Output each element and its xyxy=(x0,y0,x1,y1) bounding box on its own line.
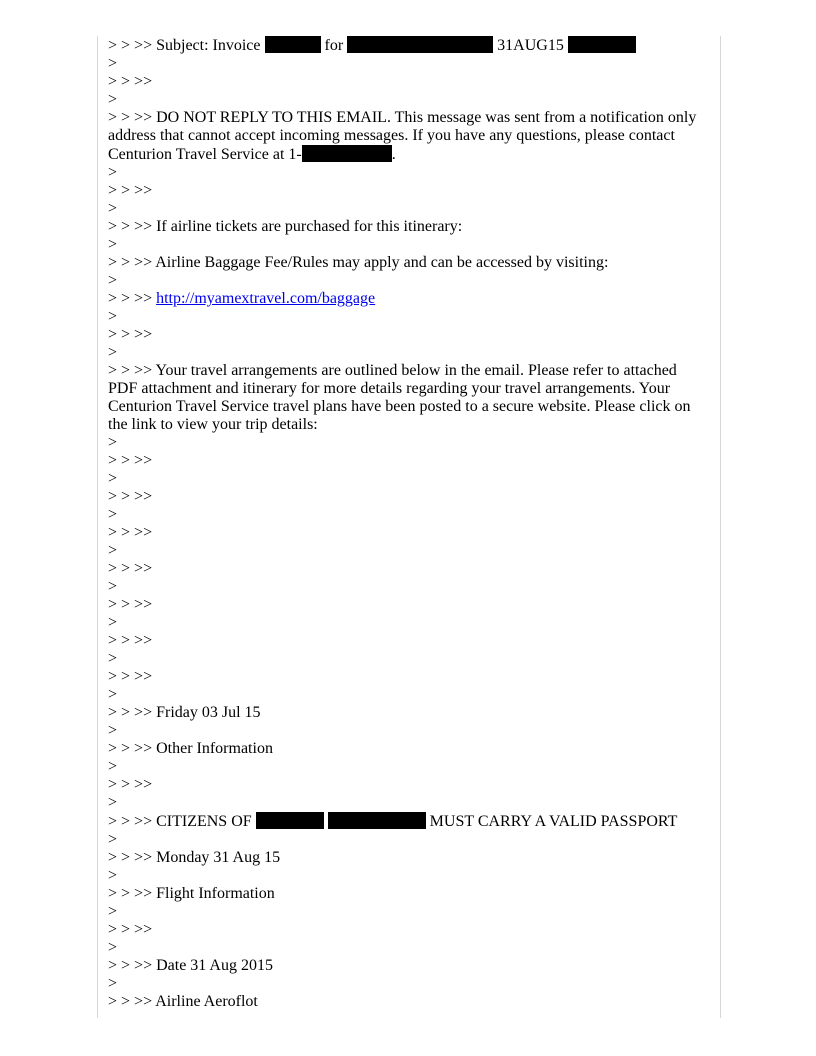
friday-line xyxy=(108,704,708,722)
quote-line: > xyxy=(108,434,118,451)
period: . xyxy=(391,146,396,163)
quote-line: > xyxy=(108,164,118,181)
line-prefix: > > >> xyxy=(108,254,153,271)
quote-line: > xyxy=(108,686,118,703)
monday-text: Monday 31 Aug 15 xyxy=(156,849,281,866)
subject-for: for xyxy=(324,37,344,54)
subject-line xyxy=(108,36,708,55)
quote-prefix-line: > > >> xyxy=(108,182,153,199)
baggage-link-line xyxy=(108,290,708,308)
baggage-fee-text: Airline Baggage Fee/Rules may apply and can be accessed by visiting: xyxy=(155,254,609,271)
line-prefix: > > >> xyxy=(108,218,153,235)
monday-line xyxy=(108,849,708,867)
flight-info-line xyxy=(108,885,708,903)
quote-line: > xyxy=(108,578,118,595)
airline-text: Airline Aeroflot xyxy=(155,993,258,1010)
citizens-line xyxy=(108,812,708,831)
passport-text: MUST CARRY A VALID PASSPORT xyxy=(429,813,678,830)
date-line xyxy=(108,957,708,975)
line-prefix: > > >> xyxy=(108,993,153,1010)
quote-line: > xyxy=(108,308,118,325)
date-text: Date 31 Aug 2015 xyxy=(156,957,273,974)
email-page xyxy=(97,36,721,1018)
other-info-text: Other Information xyxy=(156,740,273,757)
quote-line: > xyxy=(108,272,118,289)
line-prefix: > > >> xyxy=(108,957,153,974)
line-prefix: > > >> xyxy=(108,849,153,866)
flight-info-text: Flight Information xyxy=(156,885,275,902)
quote-line: > xyxy=(108,831,118,848)
redaction-block xyxy=(256,812,324,829)
quote-line: > xyxy=(108,236,118,253)
quote-line: > xyxy=(108,200,118,217)
quote-prefix-line: > > >> xyxy=(108,560,153,577)
airline-tickets-text: If airline tickets are purchased for this itinerary: xyxy=(156,218,463,235)
line-prefix: > > >> xyxy=(108,740,153,757)
redaction-block xyxy=(302,145,392,162)
baggage-fee-line xyxy=(108,254,708,272)
quote-prefix-line: > > >> xyxy=(108,776,153,793)
quote-prefix-line: > > >> xyxy=(108,596,153,613)
quote-line: > xyxy=(108,722,118,739)
redaction-block xyxy=(328,812,426,829)
quote-line: > xyxy=(108,650,118,667)
quote-line: > xyxy=(108,470,118,487)
quote-line: > xyxy=(108,344,118,361)
quote-prefix-line: > > >> xyxy=(108,73,153,90)
do-not-reply-paragraph xyxy=(108,109,708,164)
baggage-link[interactable]: http://myamextravel.com/baggage xyxy=(156,290,376,307)
quote-line: > xyxy=(108,91,118,108)
quote-line: > xyxy=(108,867,118,884)
do-not-reply-text: DO NOT REPLY TO THIS EMAIL. This message was sent from a notification only address that cannot accept incoming messages. If you have any questions, please contact Centurion Travel Service at 1- xyxy=(108,109,697,163)
airline-line xyxy=(108,993,708,1011)
email-body xyxy=(108,36,708,1011)
subject-date-code: 31AUG15 xyxy=(497,37,564,54)
quote-prefix-line: > > >> xyxy=(108,452,153,469)
other-info-line xyxy=(108,740,708,758)
friday-text: Friday 03 Jul 15 xyxy=(156,704,261,721)
redaction-block xyxy=(265,36,321,53)
quote-line: > xyxy=(108,542,118,559)
line-prefix: > > >> xyxy=(108,813,153,830)
quote-prefix-line: > > >> xyxy=(108,326,153,343)
quote-line: > xyxy=(108,506,118,523)
quote-line: > xyxy=(108,794,118,811)
line-prefix: > > >> xyxy=(108,290,153,307)
airline-tickets-line xyxy=(108,218,708,236)
quote-line: > xyxy=(108,903,118,920)
quote-prefix-line: > > >> xyxy=(108,524,153,541)
arrangements-paragraph xyxy=(108,362,708,434)
quote-line: > xyxy=(108,975,118,992)
quote-prefix-line: > > >> xyxy=(108,632,153,649)
line-prefix: > > >> xyxy=(108,109,153,126)
quote-line: > xyxy=(108,939,118,956)
arrangements-text: Your travel arrangements are outlined below in the email. Please refer to attached PDF attachment and itinerary for more details regarding your travel arrangements. Your Centurion Travel Service travel plans have been posted to a secure website. Please click on the link to view your trip details: xyxy=(108,362,691,433)
subject-prefix: > > >> Subject: Invoice xyxy=(108,37,261,54)
quote-prefix-line: > > >> xyxy=(108,668,153,685)
redaction-block xyxy=(568,36,636,53)
line-prefix: > > >> xyxy=(108,362,153,379)
citizens-of-text: CITIZENS OF xyxy=(156,813,252,830)
quote-prefix-line: > > >> xyxy=(108,488,153,505)
quote-line: > xyxy=(108,758,118,775)
line-prefix: > > >> xyxy=(108,885,153,902)
quote-line: > xyxy=(108,614,118,631)
line-prefix: > > >> xyxy=(108,704,153,721)
redaction-block xyxy=(347,36,493,53)
quote-line: > xyxy=(108,55,118,72)
quote-prefix-line: > > >> xyxy=(108,921,153,938)
